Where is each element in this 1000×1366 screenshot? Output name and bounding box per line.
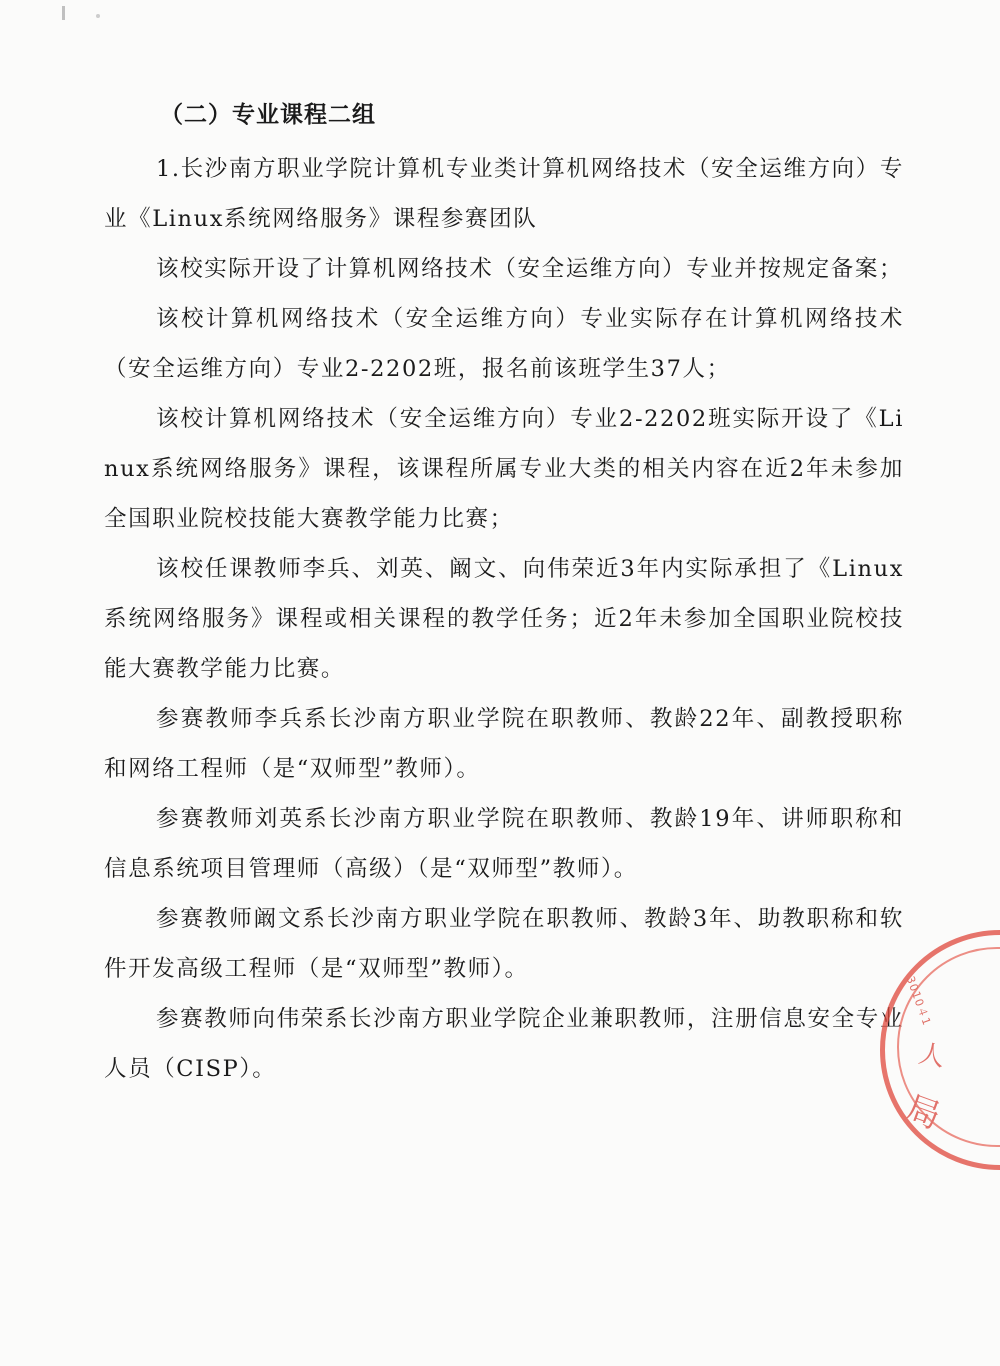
scan-artifact [62, 6, 65, 20]
seal-number: 3010４1 [903, 974, 934, 1028]
paragraph-major-record: 该校实际开设了计算机网络技术（安全运维方向）专业并按规定备案； [156, 256, 904, 282]
paragraph-course-info: 该校计算机网络技术（安全运维方向）专业2-2202班实际开设了《Linux系统网络服务》课程，该课程所属专业大类的相关内容在近2年未参加全国职业院校技能大赛教学能力比赛； [104, 406, 904, 532]
paragraph-class-info: 该校计算机网络技术（安全运维方向）专业实际存在计算机网络技术（安全运维方向）专业2-2202班，报名前该班学生37人； [104, 306, 904, 382]
scan-artifact-dot [96, 14, 100, 18]
paragraph-teacher-li-bing: 参赛教师李兵系长沙南方职业学院在职教师、教龄22年、副教授职称和网络工程师（是“双师型”教师）。 [104, 706, 904, 782]
paragraph-teacher-liu-ying: 参赛教师刘英系长沙南方职业学院在职教师、教龄19年、讲师职称和信息系统项目管理师（高级）（是“双师型”教师）。 [104, 806, 904, 882]
paragraph-teachers-tasks: 该校任课教师李兵、刘英、阚文、向伟荣近3年内实际承担了《Linux系统网络服务》课程或相关课程的教学任务；近2年未参加全国职业院校技能大赛教学能力比赛。 [104, 556, 904, 682]
paragraph-teacher-xiang-weirong: 参赛教师向伟荣系长沙南方职业学院企业兼职教师，注册信息安全专业人员（CISP）。 [104, 1006, 904, 1082]
seal-char-1: 局 [899, 1088, 946, 1138]
section-heading: （二）专业课程二组 [160, 102, 376, 128]
seal-char-2: 人 [916, 1038, 947, 1073]
paragraph-teacher-kan-wen: 参赛教师阚文系长沙南方职业学院在职教师、教龄3年、助教职称和软件开发高级工程师（是“双师型”教师）。 [104, 906, 904, 982]
document-body [104, 92, 904, 1094]
paragraph-team-title: 1.长沙南方职业学院计算机专业类计算机网络技术（安全运维方向）专业《Linux系统网络服务》课程参赛团队 [104, 156, 904, 232]
